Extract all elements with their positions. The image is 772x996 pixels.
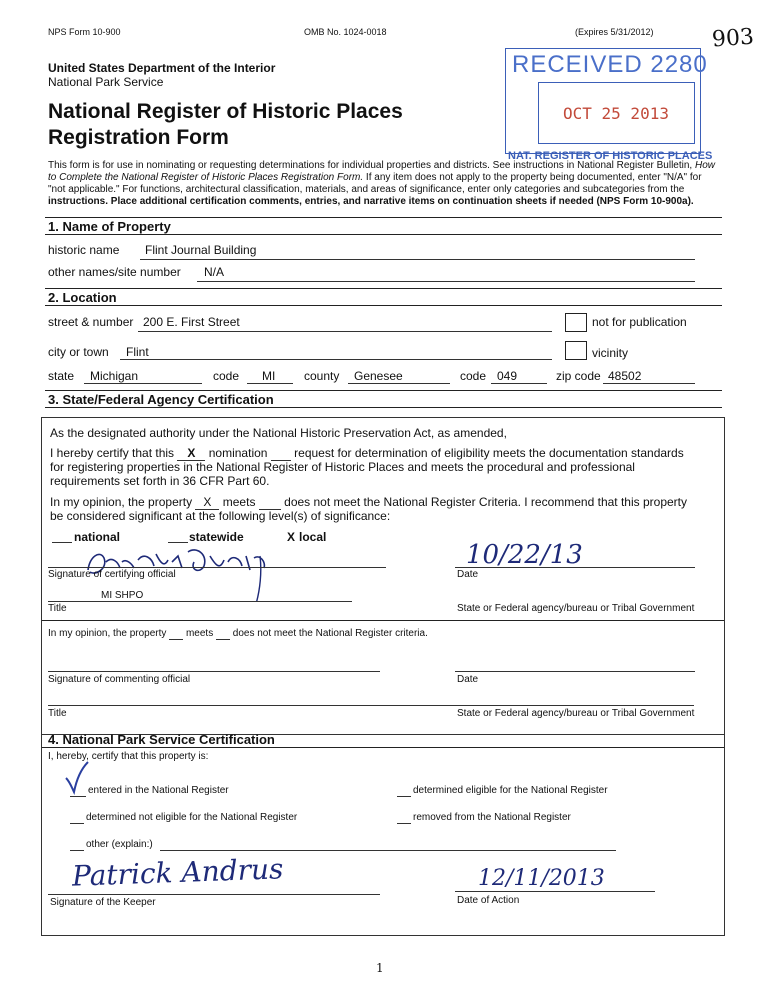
- vicinity-label: vicinity: [592, 346, 629, 360]
- city-label: city or town: [48, 345, 109, 359]
- comment-agency-label: State or Federal agency/bureau or Tribal Government: [457, 708, 695, 719]
- comment-opinion-rest: does not meet the National Register criteria.: [232, 628, 428, 639]
- section2-bottom-rule: [45, 305, 722, 306]
- not-eligible-blank[interactable]: [70, 823, 84, 824]
- comment-meets-text: meets: [185, 628, 214, 639]
- authority-statement: As the designated authority under the National Historic Preservation Act, as amended,: [50, 426, 507, 440]
- option-entered: entered in the National Register: [88, 785, 229, 796]
- street-value[interactable]: 200 E. First Street: [143, 315, 240, 329]
- handwritten-number: 903: [711, 24, 755, 53]
- historic-name-label: historic name: [48, 243, 120, 257]
- section3-top-rule: [45, 390, 722, 391]
- entered-blank[interactable]: [70, 796, 86, 797]
- level-statewide: statewide: [189, 530, 244, 544]
- comment-date-line: [455, 671, 695, 672]
- certify-line-2: for registering properties in the National Register of Historic Places and meets the procedural and professional: [50, 460, 635, 474]
- city-underline: [120, 359, 552, 360]
- opinion-line-1: [50, 495, 687, 510]
- street-label: street & number: [48, 315, 134, 329]
- historic-name-value[interactable]: Flint Journal Building: [145, 243, 257, 257]
- intro-line-2-b: If any item does not apply to the property being documented, enter "N/A" for: [365, 172, 702, 183]
- other-blank[interactable]: [70, 850, 84, 851]
- certify-line-1: [50, 446, 684, 461]
- certifying-title-value[interactable]: MI SHPO: [101, 590, 144, 601]
- certify-text-c: request for determination of eligibility meets the documentation standards: [294, 446, 684, 460]
- intro-line-2-a: to Complete the National Register of Historic Places Registration Form.: [48, 172, 364, 183]
- stamp-footer: NAT. REGISTER OF HISTORIC PLACES: [508, 150, 713, 162]
- comment-title-label: Title: [48, 708, 67, 719]
- vicinity-checkbox[interactable]: [565, 341, 587, 360]
- street-underline: [138, 331, 552, 332]
- stamp-received: RECEIVED 2280: [512, 51, 708, 78]
- form-title-line1: National Register of Historic Places: [48, 100, 403, 123]
- form-number: NPS Form 10-900: [48, 27, 121, 37]
- service-name: National Park Service: [48, 75, 164, 89]
- certifying-signature-label: Signature of certifying official: [48, 569, 176, 580]
- opinion-not-meet-blank[interactable]: [259, 495, 281, 510]
- county-underline: [348, 383, 450, 384]
- certifying-title-label: Title: [48, 603, 67, 614]
- city-value[interactable]: Flint: [126, 345, 149, 359]
- other-names-label: other names/site number: [48, 265, 181, 279]
- omb-number: OMB No. 1024-0018: [304, 27, 387, 37]
- page-number: 1: [376, 961, 384, 975]
- other-names-value[interactable]: N/A: [204, 265, 225, 279]
- date-of-action-value[interactable]: 12/11/2013: [478, 866, 605, 891]
- section2-heading: 2. Location: [48, 290, 117, 305]
- section2-top-rule: [45, 288, 722, 289]
- removed-blank[interactable]: [397, 823, 411, 824]
- intro-line-1: [48, 160, 715, 171]
- section4-rule: [42, 747, 724, 748]
- opinion-text-c: does not meet the National Register Criteria. I recommend that this property: [284, 495, 687, 509]
- form-title-line2: Registration Form: [48, 126, 229, 149]
- section1-top-rule: [45, 217, 722, 218]
- certification-box-divider: [42, 620, 724, 621]
- intro-line-3: "not applicable." For functions, architectural classification, materials, and areas of significance, enter only categories and subcategories from the: [48, 184, 685, 195]
- intro-line-1-c: How: [694, 160, 715, 171]
- county-value[interactable]: Genesee: [354, 369, 403, 383]
- historic-name-underline: [140, 259, 695, 260]
- certify-nomination-mark[interactable]: X: [177, 446, 205, 461]
- comment-signature-label: Signature of commenting official: [48, 674, 191, 685]
- county-code-underline: [491, 383, 547, 384]
- comment-date-label: Date: [457, 674, 479, 685]
- section4-heading: 4. National Park Service Certification: [48, 732, 275, 747]
- option-removed: removed from the National Register: [413, 812, 571, 823]
- certifying-date-value[interactable]: 10/22/13: [466, 540, 583, 570]
- stamp-date: OCT 25 2013: [563, 104, 669, 123]
- state-label: state: [48, 369, 75, 383]
- section3-bottom-rule: [45, 407, 722, 408]
- level-local: local: [299, 530, 327, 544]
- state-value[interactable]: Michigan: [90, 369, 139, 383]
- certifying-signature-line: [48, 567, 386, 568]
- department-name: United States Department of the Interior: [48, 61, 276, 75]
- opinion-meets-mark[interactable]: X: [195, 495, 219, 510]
- level-local-mark[interactable]: X: [287, 530, 296, 544]
- keeper-signature: Patrick Andrus: [71, 852, 284, 893]
- section1-bottom-rule: [45, 234, 722, 235]
- certifying-date-label: Date: [457, 569, 479, 580]
- certify-text-a: I hereby certify that this: [50, 446, 175, 460]
- state-underline: [84, 383, 202, 384]
- option-other: other (explain:): [86, 839, 153, 850]
- opinion-text-b: meets: [222, 495, 256, 509]
- intro-line-1-b: See instructions in National Register Bulletin,: [492, 160, 693, 171]
- county-code-label: code: [460, 369, 487, 383]
- section3-heading: 3. State/Federal Agency Certification: [48, 392, 274, 407]
- comment-opinion-a: In my opinion, the property: [48, 628, 167, 639]
- state-code-underline: [247, 383, 293, 384]
- checkmark-icon: [62, 760, 90, 796]
- comment-signature-line: [48, 671, 380, 672]
- section1-heading: 1. Name of Property: [48, 219, 171, 234]
- date-of-action-label: Date of Action: [457, 895, 520, 906]
- opinion-text-a: In my opinion, the property: [50, 495, 193, 509]
- certifying-date-line: [455, 567, 695, 568]
- zip-value[interactable]: 48502: [608, 369, 642, 383]
- intro-line-2: [48, 172, 702, 183]
- zip-label: zip code: [556, 369, 601, 383]
- comment-title-line: [48, 705, 694, 706]
- option-eligible: determined eligible for the National Register: [413, 785, 608, 796]
- zip-underline: [603, 383, 695, 384]
- comment-not-meet-blank[interactable]: [216, 628, 230, 640]
- state-code-value[interactable]: MI: [262, 369, 276, 383]
- comment-meets-blank[interactable]: [169, 628, 183, 640]
- intro-line-1-a: This form is for use in nominating or requesting determinations for individual properties and districts.: [48, 160, 490, 171]
- date-of-action-line: [455, 891, 655, 892]
- certifying-agency-label: State or Federal agency/bureau or Tribal Government: [457, 603, 695, 614]
- county-label: county: [304, 369, 340, 383]
- certify-request-blank[interactable]: [271, 446, 291, 461]
- other-names-underline: [197, 281, 695, 282]
- intro-line-4: instructions. Place additional certification comments, entries, and narrative items on continuation sheets if needed (NPS Form 10-900a).: [48, 196, 694, 207]
- not-for-publication-checkbox[interactable]: [565, 313, 587, 332]
- state-code-label: code: [213, 369, 240, 383]
- certify-line-3: requirements set forth in 36 CFR Part 60.: [50, 474, 270, 488]
- keeper-signature-label: Signature of the Keeper: [50, 897, 156, 908]
- comment-opinion: [48, 628, 428, 640]
- certify-text-b: nomination: [208, 446, 268, 460]
- level-national: national: [74, 530, 121, 544]
- option-not-eligible: determined not eligible for the National Register: [86, 812, 298, 823]
- county-code-value[interactable]: 049: [497, 369, 518, 383]
- eligible-blank[interactable]: [397, 796, 411, 797]
- opinion-line-2: be considered significant at the following level(s) of significance:: [50, 509, 391, 523]
- section4-intro: I, hereby, certify that this property is:: [48, 751, 209, 762]
- other-explain-line: [160, 850, 616, 851]
- not-for-publication-label: not for publication: [592, 315, 687, 329]
- keeper-signature-line: [48, 894, 380, 895]
- expiration-date: (Expires 5/31/2012): [575, 27, 654, 37]
- certifying-title-line: [48, 601, 352, 602]
